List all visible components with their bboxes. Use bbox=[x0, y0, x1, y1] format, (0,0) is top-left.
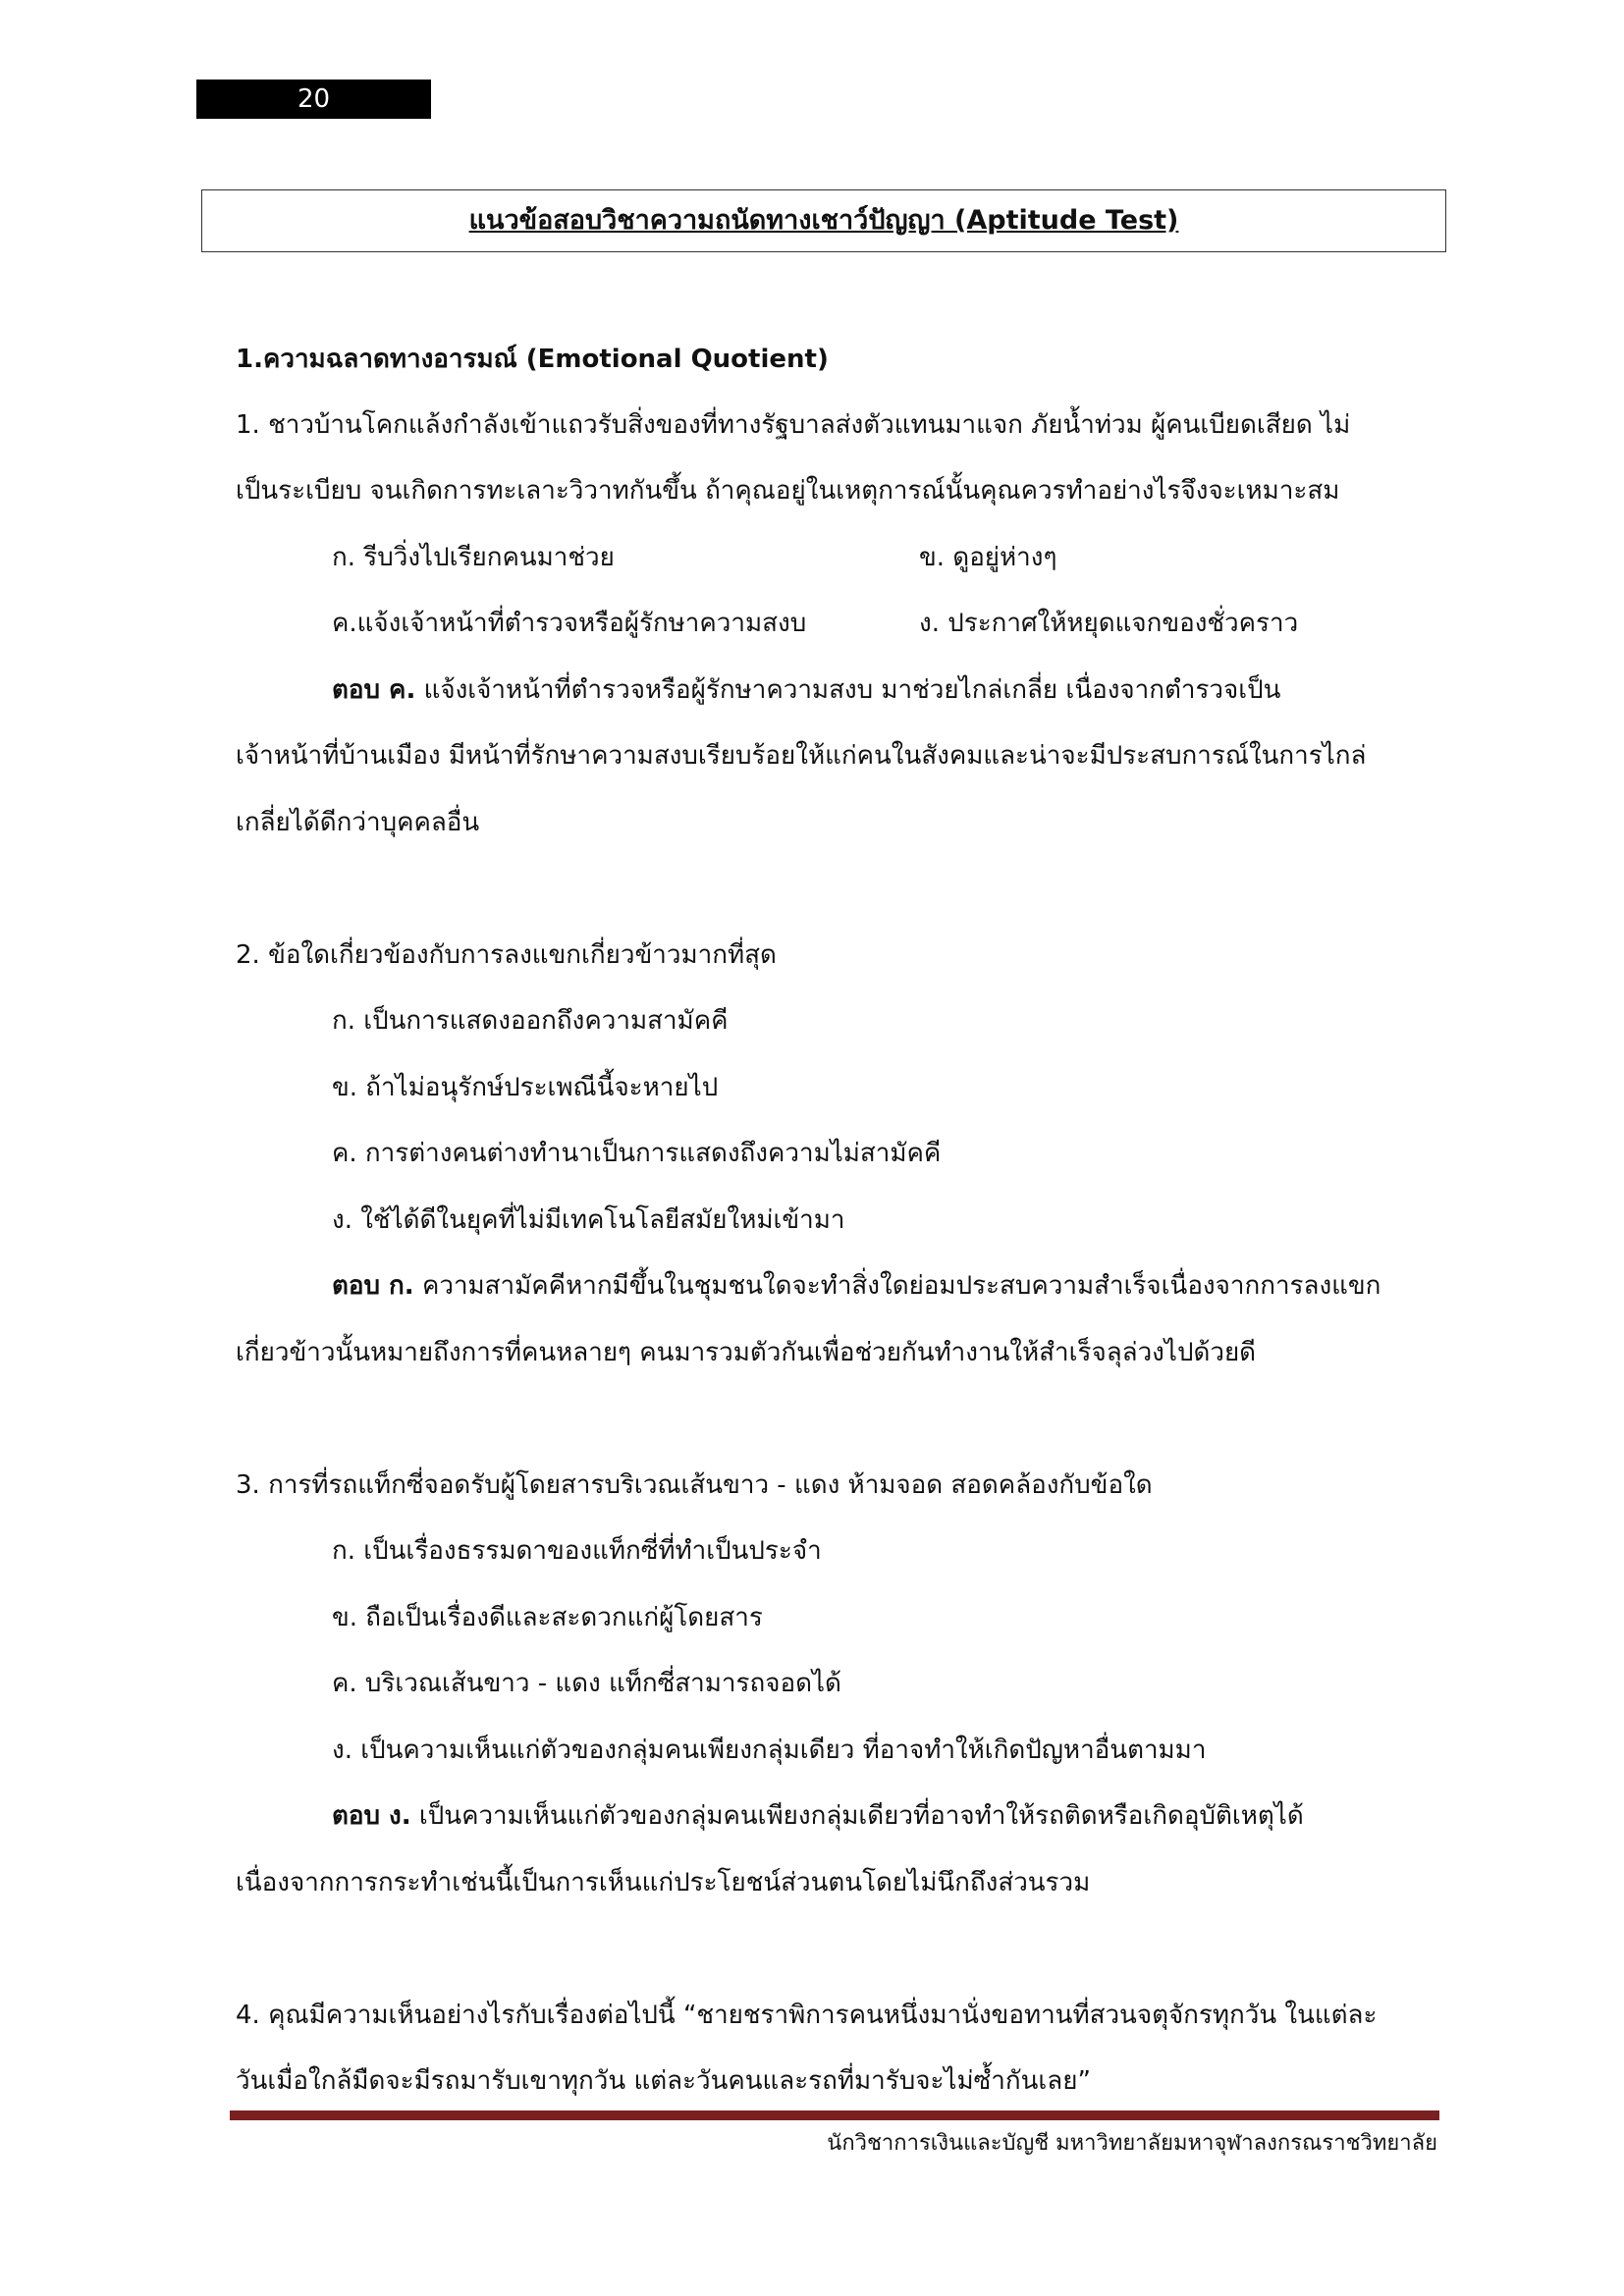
question-1-option-c: ค.แจ้งเจ้าหน้าที่ตำรวจหรือผู้รักษาความสงบ bbox=[332, 609, 807, 638]
question-1-answer bbox=[332, 672, 1280, 708]
question-3-option-a: ก. เป็นเรื่องธรรมดาของแท็กซี่ที่ทำเป็นประจำ bbox=[332, 1536, 822, 1566]
question-2-option-d: ง. ใช้ได้ดีในยุคที่ไม่มีเทคโนโลยีสมัยใหม่เข้ามา bbox=[332, 1205, 845, 1235]
question-1-option-a: ก. รีบวิ่งไปเรียกคนมาช่วย bbox=[332, 543, 615, 572]
answer-label: ตอบ ค. bbox=[332, 675, 416, 705]
answer-label: ตอบ ก. bbox=[332, 1271, 414, 1301]
question-3-answer-line-2: เนื่องจากการกระทำเช่นนี้เป็นการเห็นแก่ประโยชน์ส่วนตนโดยไม่นึกถึงส่วนรวม bbox=[236, 1868, 1091, 1897]
answer-text: ความสามัคคีหากมีขึ้นในชุมชนใดจะทำสิ่งใดย่อมประสบความสำเร็จเนื่องจากการลงแขก bbox=[413, 1271, 1381, 1301]
answer-text: แจ้งเจ้าหน้าที่ตำรวจหรือผู้รักษาความสงบ มาช่วยไกล่เกลี่ย เนื่องจากตำรวจเป็น bbox=[415, 675, 1281, 705]
question-2-line-1: 2. ข้อใดเกี่ยวข้องกับการลงแขกเกี่ยวข้าวมากที่สุด bbox=[236, 940, 777, 970]
question-1-answer-line-2: เจ้าหน้าที่บ้านเมือง มีหน้าที่รักษาความสงบเรียบร้อยให้แก่คนในสังคมและน่าจะมีประสบการณ์ในการไกล่ bbox=[236, 741, 1367, 771]
page-number: 20 bbox=[196, 80, 431, 119]
question-2-answer bbox=[332, 1268, 1380, 1304]
question-3-option-c: ค. บริเวณเส้นขาว - แดง แท็กซี่สามารถจอดได้ bbox=[332, 1669, 841, 1698]
question-3-option-d: ง. เป็นความเห็นแก่ตัวของกลุ่มคนเพียงกลุ่มเดียว ที่อาจทำให้เกิดปัญหาอื่นตามมา bbox=[332, 1735, 1207, 1765]
question-1-line-1: 1. ชาวบ้านโคกแล้งกำลังเข้าแถวรับสิ่งของที่ทางรัฐบาลส่งตัวแทนมาแจก ภัยน้ำท่วม ผู้คนเบียดเสียด ไม่ bbox=[236, 410, 1351, 440]
question-2-option-b: ข. ถ้าไม่อนุรักษ์ประเพณีนี้จะหายไป bbox=[332, 1073, 719, 1102]
question-3-option-b: ข. ถือเป็นเรื่องดีและสะดวกแก่ผู้โดยสาร bbox=[332, 1603, 763, 1632]
answer-text: เป็นความเห็นแก่ตัวของกลุ่มคนเพียงกลุ่มเดียวที่อาจทำให้รถติดหรือเกิดอุบัติเหตุได้ bbox=[410, 1801, 1304, 1831]
question-1-option-d: ง. ประกาศให้หยุดแจกของชั่วคราว bbox=[919, 609, 1299, 638]
answer-label: ตอบ ง. bbox=[332, 1801, 411, 1831]
footer-text: นักวิชาการเงินและบัญชี มหาวิทยาลัยมหาจุฬาลงกรณราชวิทยาลัย bbox=[827, 2131, 1437, 2156]
question-1-answer-line-3: เกลี่ยได้ดีกว่าบุคคลอื่น bbox=[236, 808, 480, 837]
page-title: แนวข้อสอบวิชาความถนัดทางเชาว์ปัญญา (Aptitude Test) bbox=[201, 189, 1446, 252]
question-4-line-2: วันเมื่อใกล้มืดจะมีรถมารับเขาทุกวัน แต่ละวันคนและรถที่มารับจะไม่ซ้ำกันเลย” bbox=[236, 2066, 1091, 2096]
question-3-line-1: 3. การที่รถแท็กซี่จอดรับผู้โดยสารบริเวณเส้นขาว - แดง ห้ามจอด สอดคล้องกับข้อใด bbox=[236, 1470, 1153, 1500]
question-1-line-2: เป็นระเบียบ จนเกิดการทะเลาะวิวาทกันขึ้น ถ้าคุณอยู่ในเหตุการณ์นั้นคุณควรทำอย่างไรจึงจะเหมาะสม bbox=[236, 476, 1340, 506]
footer-divider bbox=[230, 2110, 1439, 2120]
question-3-answer bbox=[332, 1798, 1304, 1834]
question-2-option-c: ค. การต่างคนต่างทำนาเป็นการแสดงถึงความไม่สามัคคี bbox=[332, 1139, 942, 1168]
question-1-option-b: ข. ดูอยู่ห่างๆ bbox=[919, 543, 1057, 572]
question-2-answer-line-2: เกี่ยวข้าวนั้นหมายถึงการที่คนหลายๆ คนมารวมตัวกันเพื่อช่วยกันทำงานให้สำเร็จลุล่วงไปด้วยดี bbox=[236, 1338, 1257, 1367]
question-2-option-a: ก. เป็นการแสดงออกถึงความสามัคคี bbox=[332, 1006, 729, 1036]
question-4-line-1: 4. คุณมีความเห็นอย่างไรกับเรื่องต่อไปนี้ “ชายชราพิการคนหนึ่งมานั่งขอทานที่สวนจตุจักรทุกวัน ในแต่ละ bbox=[236, 2001, 1378, 2030]
section-heading: 1.ความฉลาดทางอารมณ์ (Emotional Quotient) bbox=[236, 345, 829, 374]
